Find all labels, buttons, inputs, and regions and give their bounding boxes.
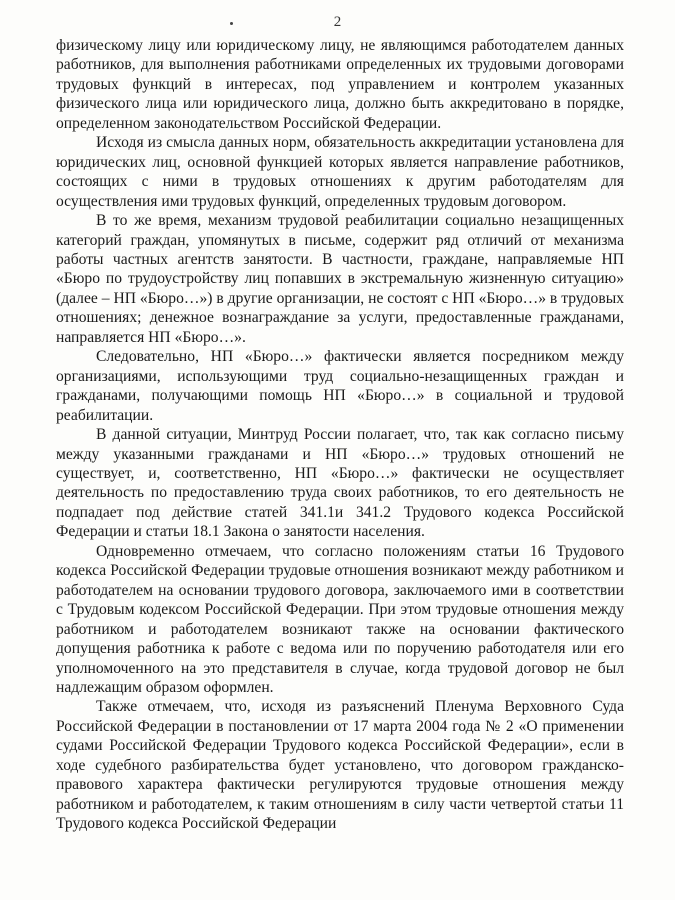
paragraph-5: В данной ситуации, Минтруд России полагает, что, так как согласно письму между указанными гражданами и НП «Бюро…» трудовых отношений не существует, и, соответственно, НП «Бюро…» фактически не осуществляет деятельность по предоставлению труда своих работников, то его деятельность не подпадает под действие статей 341.1и 341.2 Трудового кодекса Российской Федерации и статьи 18.1 Закона о занятости населения. xyxy=(56,426,624,541)
document-body xyxy=(56,36,624,834)
page-number: 2 xyxy=(333,14,342,30)
paragraph-3: В то же время, механизм трудовой реабилитации социально незащищенных категорий граждан, упомянутых в письме, содержит ряд отличий от механизма работы частных агентств занятости. В частности, граждане, направляемые НП «Бюро по трудоустройству лиц попавших в экстремальную жизненную ситуацию» (далее – НП «Бюро…») в другие организации, не состоят с НП «Бюро…» в трудовых отношениях; денежное вознаграждание за услуги, предоставленные гражданами, направляется НП «Бюро…». xyxy=(56,212,624,346)
paragraph-4: Следовательно, НП «Бюро…» фактически является посредником между организациями, использующими труд социально-незащищенных граждан и гражданами, получающими помощь НП «Бюро…» в социальной и трудовой реабилитации. xyxy=(56,348,624,424)
paragraph-6: Одновременно отмечаем, что согласно положениям статьи 16 Трудового кодекса Российской Федерации трудовые отношения возникают между работником и работодателем на основании трудового договора, заключаемого ими в соответствии с Трудовым кодексом Российской Федерации. При этом трудовые отношения между работником и работодателем возникают также на основании фактического допущения работника к работе с ведома или по поручению работодателя или его уполномоченного на это представителя в случае, когда трудовой договор не был надлежащим образом оформлен. xyxy=(56,542,624,696)
paragraph-1: физическому лицу или юридическому лицу, не являющимся работодателем данных работников, для выполнения работниками определенных их трудовыми договорами трудовых функций в интересах, под управлением и контролем указанных физического лица или юридического лица, должно быть аккредитовано в порядке, определенном законодательством Российской Федерации. xyxy=(56,37,624,132)
paragraph-2: Исходя из смысла данных норм, обязательность аккредитации установлена для юридических лиц, основной функцией которых является направление работников, состоящих с ними в трудовых отношениях к другим работодателям для осуществления ими трудовых функций, определенных трудовым договором. xyxy=(56,134,624,210)
paragraph-7: Также отмечаем, что, исходя из разъяснений Пленума Верховного Суда Российской Федерации в постановлении от 17 марта 2004 года № 2 «О применении судами Российской Федерации Трудового кодекса Российской Федерации», если в ходе судебного разбирательства будет установлено, что договором гражданско-правового характера фактически регулируются трудовые отношения между работником и работодателем, к таким отношениям в силу части четвертой статьи 11 Трудового кодекса Российской Федерации xyxy=(56,698,624,833)
